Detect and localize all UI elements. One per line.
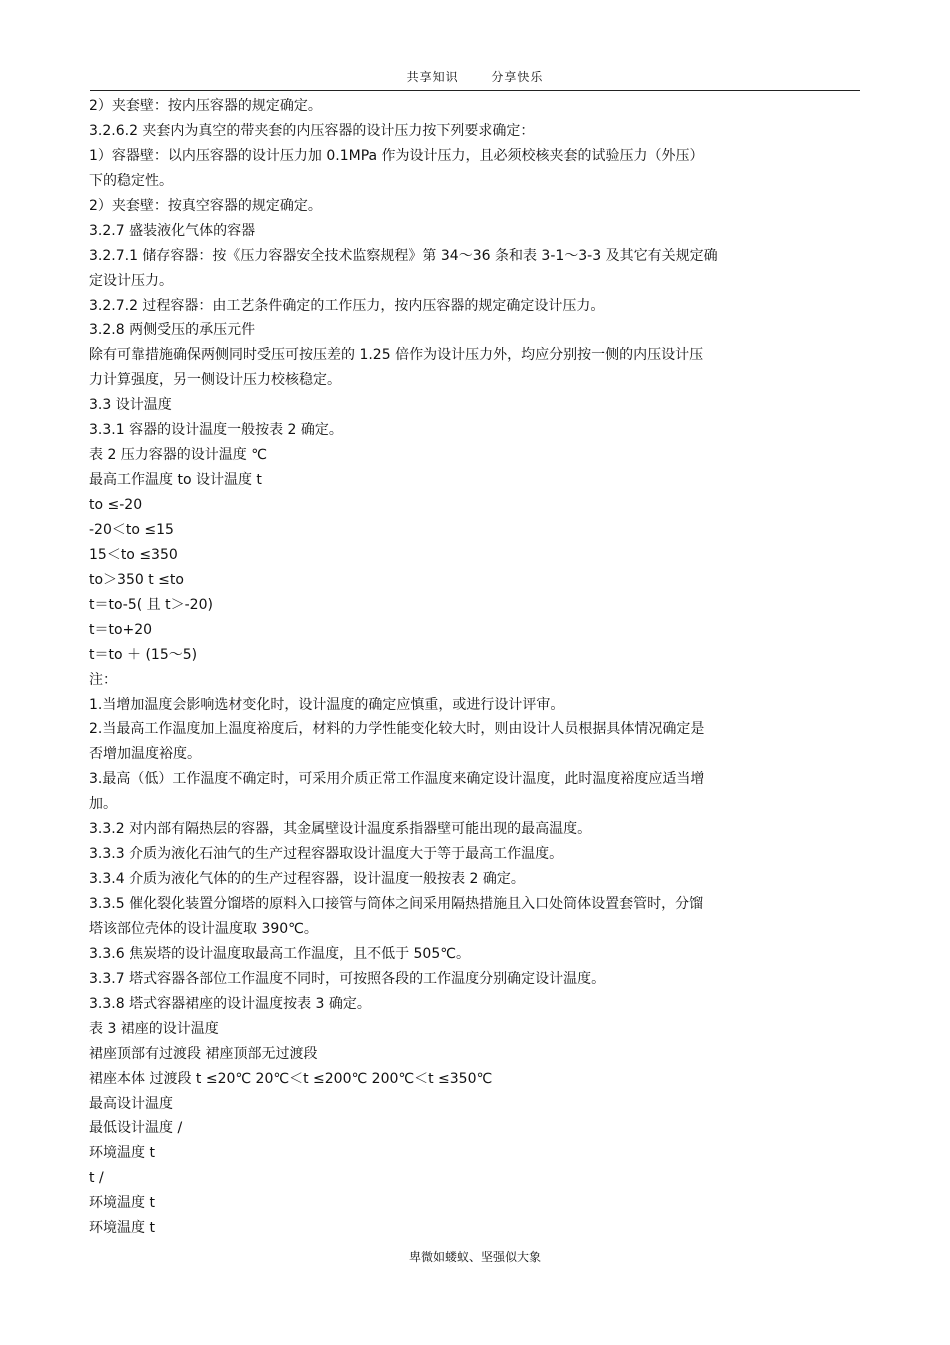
text-line: t＝to+20 xyxy=(89,621,153,638)
text-line: 塔该部位壳体的设计温度取 390℃。 xyxy=(89,920,318,937)
text-line: t＝to-5( 且 t＞-20) xyxy=(89,596,213,613)
text-line: 3.3.5 催化裂化装置分馏塔的原料入口接管与筒体之间采用隔热措施且入口处筒体设置套管时，分馏 xyxy=(89,896,704,912)
document-body xyxy=(89,94,859,1241)
text-line: 3.3.4 介质为液化气体的的生产过程容器，设计温度一般按表 2 确定。 xyxy=(89,871,525,888)
text-line: 力计算强度，另一侧设计压力校核稳定。 xyxy=(89,372,341,389)
text-line: 3.3.6 焦炭塔的设计温度取最高工作温度，且不低于 505℃。 xyxy=(89,945,470,962)
text-line: to ≤-20 xyxy=(89,497,143,513)
text-line: 3.3.7 塔式容器各部位工作温度不同时，可按照各段的工作温度分别确定设计温度。 xyxy=(89,970,606,987)
text-line: 环境温度 t xyxy=(89,1145,155,1162)
text-line: 最高工作温度 to 设计温度 t xyxy=(89,472,262,489)
header-left-text: 共享知识 xyxy=(406,70,459,84)
text-line: 表 2 压力容器的设计温度 ℃ xyxy=(89,447,267,464)
text-line: 除有可靠措施确保两侧同时受压可按压差的 1.25 倍作为设计压力外，均应分别按一侧的内压设计压 xyxy=(89,347,704,364)
text-line: 3.3 设计温度 xyxy=(89,397,172,414)
text-line: 15＜to ≤350 xyxy=(89,546,178,563)
text-line: t＝to ＋ (15～5) xyxy=(89,646,198,663)
text-line: 加。 xyxy=(89,796,117,813)
text-line: 裙座本体 过渡段 t ≤20℃ 20℃＜t ≤200℃ 200℃＜t ≤350℃ xyxy=(89,1070,493,1087)
page-header xyxy=(0,68,950,85)
text-line: 定设计压力。 xyxy=(89,272,173,289)
text-line: t / xyxy=(89,1170,104,1187)
text-line: 最低设计温度 / xyxy=(89,1120,183,1137)
text-line: to＞350 t ≤to xyxy=(89,571,184,588)
text-line: 2）夹套壁：按内压容器的规定确定。 xyxy=(89,98,322,114)
text-line: 1.当增加温度会影响选材变化时，设计温度的确定应慎重，或进行设计评审。 xyxy=(89,696,565,713)
text-line: 3.2.7.1 储存容器：按《压力容器安全技术监察规程》第 34～36 条和表 3-1～3-3 及其它有关规定确 xyxy=(89,247,718,264)
text-line: 3.最高（低）工作温度不确定时，可采用介质正常工作温度来确定设计温度，此时温度裕度应适当增 xyxy=(89,771,705,788)
header-divider xyxy=(90,90,860,91)
text-line: 3.3.8 塔式容器裙座的设计温度按表 3 确定。 xyxy=(89,995,371,1012)
text-line: 下的稳定性。 xyxy=(89,172,173,189)
page-footer: 卑微如蝼蚁、坚强似大象 xyxy=(408,1250,541,1264)
text-line: 环境温度 t xyxy=(89,1220,155,1237)
text-line: 最高设计温度 xyxy=(89,1095,173,1112)
text-line: 环境温度 t xyxy=(89,1195,155,1212)
text-line: 表 3 裙座的设计温度 xyxy=(89,1020,219,1037)
text-line: 3.2.7.2 过程容器：由工艺条件确定的工作压力，按内压容器的规定确定设计压力。 xyxy=(89,297,605,314)
text-line: 3.2.8 两侧受压的承压元件 xyxy=(89,322,256,339)
text-line: 2.当最高工作温度加上温度裕度后，材料的力学性能变化较大时，则由设计人员根据具体情况确定是 xyxy=(89,721,705,738)
text-line: 1）容器壁：以内压容器的设计压力加 0.1MPa 作为设计压力，且必须校核夹套的试验压力（外压） xyxy=(89,147,704,164)
text-line: 注： xyxy=(89,671,117,688)
text-line: 3.3.3 介质为液化石油气的生产过程容器取设计温度大于等于最高工作温度。 xyxy=(89,846,564,863)
text-line: 3.3.1 容器的设计温度一般按表 2 确定。 xyxy=(89,422,343,439)
text-line: -20＜to ≤15 xyxy=(89,521,174,538)
text-line: 裙座顶部有过渡段 裙座顶部无过渡段 xyxy=(89,1045,318,1062)
header-right-text: 分享快乐 xyxy=(491,70,544,84)
text-line: 3.3.2 对内部有隔热层的容器，其金属壁设计温度系指器壁可能出现的最高温度。 xyxy=(89,821,592,838)
text-line: 否增加温度裕度。 xyxy=(89,746,201,763)
text-line: 3.2.7 盛装液化气体的容器 xyxy=(89,222,256,239)
text-line: 2）夹套壁：按真空容器的规定确定。 xyxy=(89,197,322,214)
text-line: 3.2.6.2 夹套内为真空的带夹套的内压容器的设计压力按下列要求确定： xyxy=(89,122,535,139)
